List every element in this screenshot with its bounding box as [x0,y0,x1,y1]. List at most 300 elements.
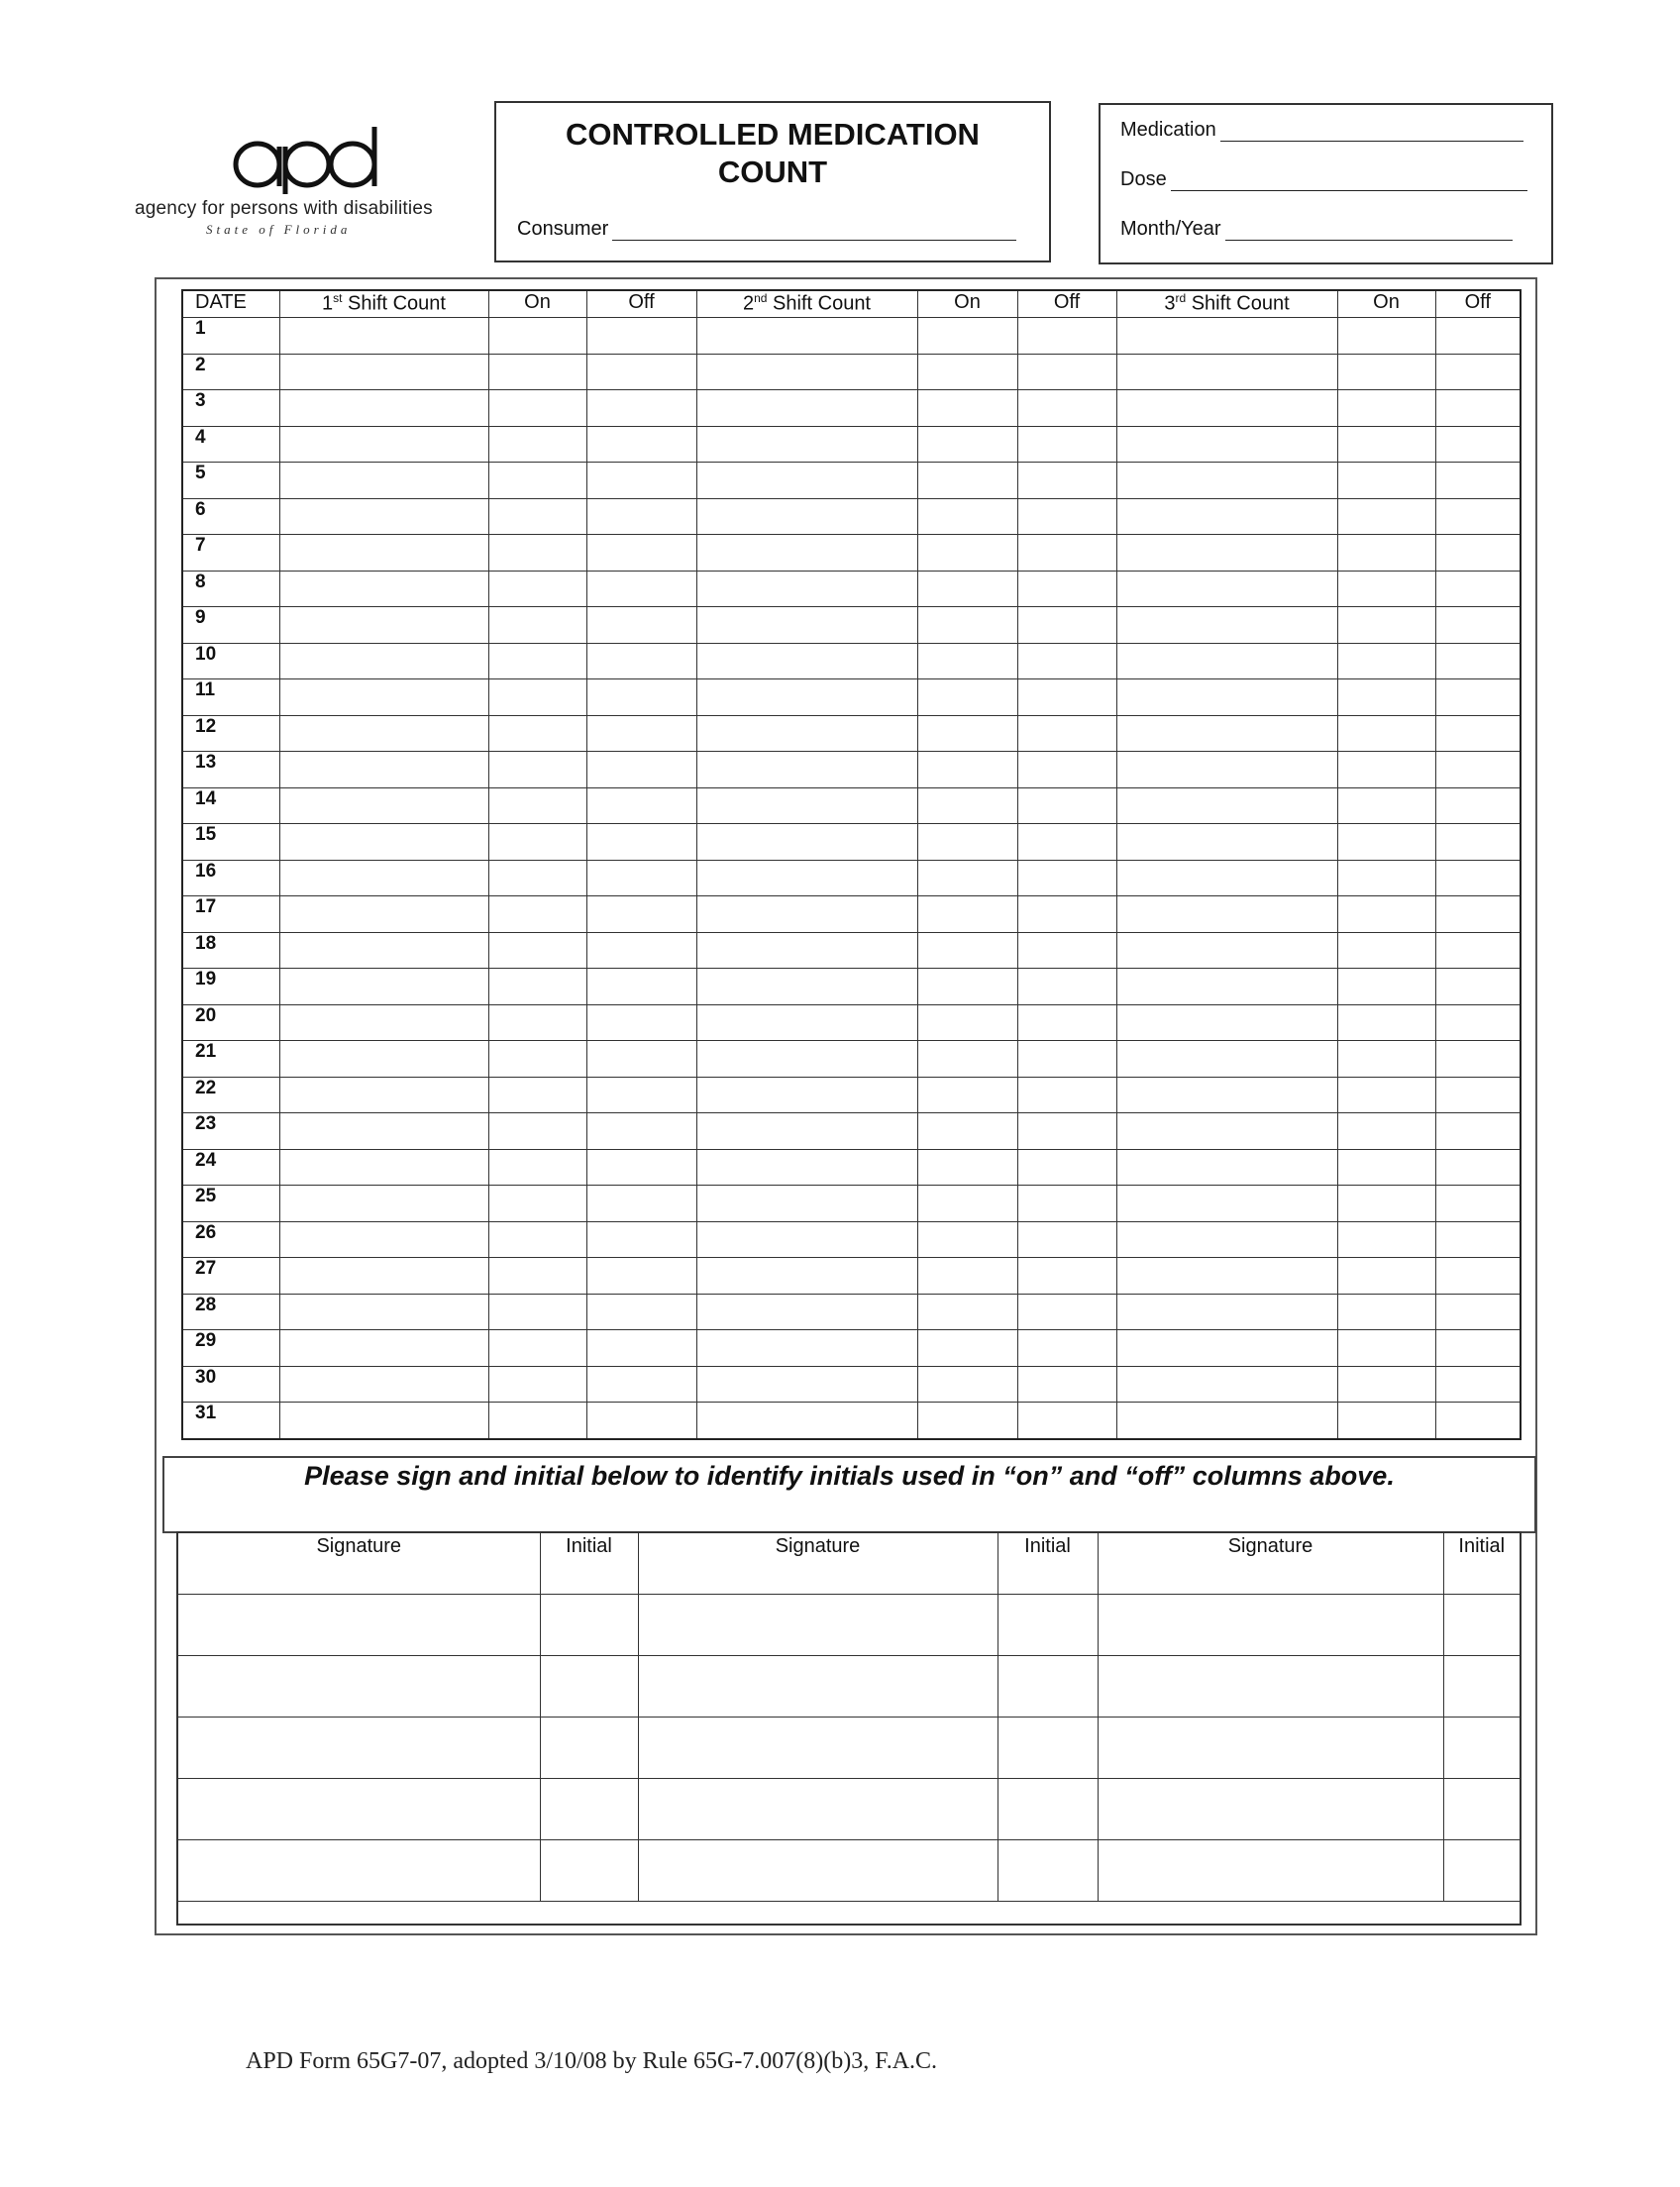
shift-1-count-cell[interactable] [279,390,488,427]
shift-1-on-cell[interactable] [488,1004,586,1041]
shift-3-off-cell[interactable] [1435,1294,1521,1330]
signature-cell[interactable] [638,1840,998,1902]
shift-1-on-cell[interactable] [488,752,586,788]
shift-1-off-cell[interactable] [586,390,696,427]
shift-3-on-cell[interactable] [1337,607,1435,644]
shift-2-count-cell[interactable] [696,1149,917,1186]
shift-2-count-cell[interactable] [696,1004,917,1041]
shift-2-count-cell[interactable] [696,1221,917,1258]
shift-3-count-cell[interactable] [1116,787,1337,824]
shift-2-off-cell[interactable] [1017,1113,1116,1150]
shift-3-off-cell[interactable] [1435,1113,1521,1150]
shift-3-count-cell[interactable] [1116,1004,1337,1041]
shift-1-on-cell[interactable] [488,571,586,607]
shift-3-off-cell[interactable] [1435,1041,1521,1078]
signature-cell[interactable] [177,1595,540,1656]
shift-2-off-cell[interactable] [1017,390,1116,427]
shift-1-off-cell[interactable] [586,1149,696,1186]
initial-cell[interactable] [998,1840,1098,1902]
shift-2-on-cell[interactable] [917,318,1017,355]
shift-2-on-cell[interactable] [917,426,1017,463]
shift-3-off-cell[interactable] [1435,1149,1521,1186]
shift-3-count-cell[interactable] [1116,932,1337,969]
shift-2-count-cell[interactable] [696,752,917,788]
shift-3-on-cell[interactable] [1337,1113,1435,1150]
shift-3-on-cell[interactable] [1337,390,1435,427]
signature-cell[interactable] [177,1840,540,1902]
shift-3-on-cell[interactable] [1337,932,1435,969]
shift-2-count-cell[interactable] [696,824,917,861]
shift-1-count-cell[interactable] [279,498,488,535]
shift-2-count-cell[interactable] [696,1258,917,1295]
shift-2-off-cell[interactable] [1017,896,1116,933]
shift-1-count-cell[interactable] [279,571,488,607]
shift-3-count-cell[interactable] [1116,1330,1337,1367]
shift-3-off-cell[interactable] [1435,354,1521,390]
signature-cell[interactable] [1098,1779,1443,1840]
shift-3-on-cell[interactable] [1337,498,1435,535]
shift-1-on-cell[interactable] [488,1366,586,1403]
initial-cell[interactable] [1443,1779,1521,1840]
shift-1-off-cell[interactable] [586,1294,696,1330]
shift-1-off-cell[interactable] [586,426,696,463]
shift-3-count-cell[interactable] [1116,390,1337,427]
shift-2-count-cell[interactable] [696,643,917,679]
shift-2-on-cell[interactable] [917,1077,1017,1113]
shift-2-count-cell[interactable] [696,1403,917,1439]
shift-3-on-cell[interactable] [1337,679,1435,716]
shift-2-off-cell[interactable] [1017,715,1116,752]
shift-1-count-cell[interactable] [279,354,488,390]
shift-2-count-cell[interactable] [696,1330,917,1367]
shift-3-on-cell[interactable] [1337,787,1435,824]
shift-1-off-cell[interactable] [586,824,696,861]
shift-1-off-cell[interactable] [586,535,696,572]
shift-2-off-cell[interactable] [1017,679,1116,716]
shift-2-on-cell[interactable] [917,1221,1017,1258]
shift-2-count-cell[interactable] [696,354,917,390]
shift-1-off-cell[interactable] [586,715,696,752]
shift-3-on-cell[interactable] [1337,1258,1435,1295]
shift-2-off-cell[interactable] [1017,824,1116,861]
shift-3-count-cell[interactable] [1116,715,1337,752]
shift-3-off-cell[interactable] [1435,679,1521,716]
shift-2-count-cell[interactable] [696,535,917,572]
initial-cell[interactable] [1443,1902,1521,1926]
shift-2-count-cell[interactable] [696,715,917,752]
shift-3-off-cell[interactable] [1435,463,1521,499]
shift-1-off-cell[interactable] [586,1041,696,1078]
shift-2-off-cell[interactable] [1017,1366,1116,1403]
initial-cell[interactable] [998,1595,1098,1656]
shift-3-on-cell[interactable] [1337,535,1435,572]
month-year-input-line[interactable] [1225,220,1513,241]
shift-1-count-cell[interactable] [279,860,488,896]
initial-cell[interactable] [998,1779,1098,1840]
shift-3-off-cell[interactable] [1435,969,1521,1005]
shift-1-on-cell[interactable] [488,860,586,896]
shift-2-off-cell[interactable] [1017,354,1116,390]
medication-input-line[interactable] [1220,121,1523,142]
initial-cell[interactable] [540,1840,638,1902]
shift-1-count-cell[interactable] [279,1113,488,1150]
shift-1-off-cell[interactable] [586,1403,696,1439]
shift-3-count-cell[interactable] [1116,535,1337,572]
shift-2-off-cell[interactable] [1017,607,1116,644]
shift-3-on-cell[interactable] [1337,1366,1435,1403]
shift-3-off-cell[interactable] [1435,860,1521,896]
shift-2-count-cell[interactable] [696,932,917,969]
shift-3-count-cell[interactable] [1116,643,1337,679]
shift-2-on-cell[interactable] [917,860,1017,896]
shift-1-count-cell[interactable] [279,1149,488,1186]
signature-cell[interactable] [1098,1718,1443,1779]
shift-3-off-cell[interactable] [1435,571,1521,607]
shift-1-count-cell[interactable] [279,535,488,572]
shift-3-on-cell[interactable] [1337,426,1435,463]
shift-2-off-cell[interactable] [1017,787,1116,824]
signature-cell[interactable] [638,1779,998,1840]
signature-cell[interactable] [638,1595,998,1656]
shift-1-off-cell[interactable] [586,498,696,535]
shift-3-on-cell[interactable] [1337,860,1435,896]
shift-2-off-cell[interactable] [1017,643,1116,679]
shift-2-on-cell[interactable] [917,787,1017,824]
shift-1-count-cell[interactable] [279,318,488,355]
shift-3-off-cell[interactable] [1435,1004,1521,1041]
shift-1-on-cell[interactable] [488,1403,586,1439]
shift-3-count-cell[interactable] [1116,1403,1337,1439]
shift-1-off-cell[interactable] [586,643,696,679]
shift-1-on-cell[interactable] [488,1041,586,1078]
shift-1-count-cell[interactable] [279,1186,488,1222]
shift-1-on-cell[interactable] [488,1186,586,1222]
shift-1-on-cell[interactable] [488,715,586,752]
initial-cell[interactable] [540,1656,638,1718]
shift-3-off-cell[interactable] [1435,752,1521,788]
shift-2-off-cell[interactable] [1017,1221,1116,1258]
shift-3-off-cell[interactable] [1435,1221,1521,1258]
shift-2-count-cell[interactable] [696,390,917,427]
shift-1-count-cell[interactable] [279,969,488,1005]
shift-3-count-cell[interactable] [1116,1041,1337,1078]
shift-2-count-cell[interactable] [696,1186,917,1222]
shift-3-off-cell[interactable] [1435,607,1521,644]
shift-3-off-cell[interactable] [1435,1330,1521,1367]
initial-cell[interactable] [540,1779,638,1840]
signature-cell[interactable] [638,1718,998,1779]
shift-3-count-cell[interactable] [1116,1221,1337,1258]
shift-1-count-cell[interactable] [279,824,488,861]
shift-3-on-cell[interactable] [1337,354,1435,390]
shift-1-off-cell[interactable] [586,354,696,390]
shift-3-on-cell[interactable] [1337,463,1435,499]
shift-3-on-cell[interactable] [1337,1221,1435,1258]
shift-1-count-cell[interactable] [279,679,488,716]
shift-3-on-cell[interactable] [1337,1294,1435,1330]
shift-1-on-cell[interactable] [488,643,586,679]
signature-cell[interactable] [1098,1840,1443,1902]
shift-2-count-cell[interactable] [696,1366,917,1403]
shift-1-off-cell[interactable] [586,679,696,716]
shift-3-count-cell[interactable] [1116,1113,1337,1150]
shift-1-off-cell[interactable] [586,1113,696,1150]
shift-3-off-cell[interactable] [1435,1258,1521,1295]
shift-1-count-cell[interactable] [279,1221,488,1258]
shift-1-on-cell[interactable] [488,932,586,969]
shift-2-on-cell[interactable] [917,1294,1017,1330]
shift-2-on-cell[interactable] [917,571,1017,607]
initial-cell[interactable] [540,1595,638,1656]
shift-1-off-cell[interactable] [586,1004,696,1041]
shift-3-count-cell[interactable] [1116,752,1337,788]
shift-1-off-cell[interactable] [586,752,696,788]
shift-3-on-cell[interactable] [1337,896,1435,933]
shift-3-off-cell[interactable] [1435,932,1521,969]
shift-1-off-cell[interactable] [586,1186,696,1222]
shift-2-on-cell[interactable] [917,1186,1017,1222]
shift-3-off-cell[interactable] [1435,1366,1521,1403]
shift-1-count-cell[interactable] [279,932,488,969]
shift-1-on-cell[interactable] [488,896,586,933]
shift-1-off-cell[interactable] [586,969,696,1005]
shift-2-count-cell[interactable] [696,1113,917,1150]
shift-3-count-cell[interactable] [1116,860,1337,896]
shift-3-on-cell[interactable] [1337,318,1435,355]
shift-1-on-cell[interactable] [488,498,586,535]
shift-2-on-cell[interactable] [917,932,1017,969]
shift-1-on-cell[interactable] [488,354,586,390]
initial-cell[interactable] [1443,1595,1521,1656]
shift-3-off-cell[interactable] [1435,498,1521,535]
shift-2-off-cell[interactable] [1017,1403,1116,1439]
initial-cell[interactable] [540,1718,638,1779]
shift-2-off-cell[interactable] [1017,1330,1116,1367]
shift-2-count-cell[interactable] [696,426,917,463]
shift-2-on-cell[interactable] [917,1258,1017,1295]
shift-3-count-cell[interactable] [1116,1258,1337,1295]
shift-2-off-cell[interactable] [1017,969,1116,1005]
signature-cell[interactable] [1098,1595,1443,1656]
shift-2-on-cell[interactable] [917,1330,1017,1367]
shift-2-count-cell[interactable] [696,607,917,644]
shift-3-count-cell[interactable] [1116,679,1337,716]
shift-2-off-cell[interactable] [1017,1294,1116,1330]
shift-3-on-cell[interactable] [1337,1041,1435,1078]
shift-1-on-cell[interactable] [488,318,586,355]
shift-2-on-cell[interactable] [917,752,1017,788]
shift-3-off-cell[interactable] [1435,896,1521,933]
shift-3-on-cell[interactable] [1337,1149,1435,1186]
shift-1-on-cell[interactable] [488,1077,586,1113]
consumer-input-line[interactable] [612,220,1016,241]
shift-2-on-cell[interactable] [917,896,1017,933]
shift-3-on-cell[interactable] [1337,1004,1435,1041]
shift-3-off-cell[interactable] [1435,787,1521,824]
shift-3-off-cell[interactable] [1435,318,1521,355]
shift-2-count-cell[interactable] [696,463,917,499]
shift-1-count-cell[interactable] [279,1294,488,1330]
shift-3-on-cell[interactable] [1337,1077,1435,1113]
shift-3-on-cell[interactable] [1337,1330,1435,1367]
shift-1-on-cell[interactable] [488,1149,586,1186]
shift-2-off-cell[interactable] [1017,752,1116,788]
signature-cell[interactable] [177,1779,540,1840]
shift-3-off-cell[interactable] [1435,1077,1521,1113]
shift-3-count-cell[interactable] [1116,463,1337,499]
shift-1-count-cell[interactable] [279,1258,488,1295]
initial-cell[interactable] [1443,1718,1521,1779]
shift-2-on-cell[interactable] [917,1041,1017,1078]
shift-1-on-cell[interactable] [488,1258,586,1295]
signature-cell[interactable] [1098,1902,1443,1926]
shift-2-off-cell[interactable] [1017,535,1116,572]
dose-input-line[interactable] [1171,170,1527,191]
shift-2-off-cell[interactable] [1017,571,1116,607]
shift-2-count-cell[interactable] [696,896,917,933]
initial-cell[interactable] [540,1902,638,1926]
shift-2-on-cell[interactable] [917,1403,1017,1439]
shift-3-count-cell[interactable] [1116,318,1337,355]
shift-2-count-cell[interactable] [696,787,917,824]
shift-1-on-cell[interactable] [488,390,586,427]
shift-1-on-cell[interactable] [488,1221,586,1258]
shift-3-count-cell[interactable] [1116,969,1337,1005]
shift-3-count-cell[interactable] [1116,426,1337,463]
shift-3-on-cell[interactable] [1337,969,1435,1005]
shift-1-on-cell[interactable] [488,969,586,1005]
initial-cell[interactable] [998,1718,1098,1779]
shift-1-on-cell[interactable] [488,535,586,572]
initial-cell[interactable] [1443,1840,1521,1902]
shift-3-count-cell[interactable] [1116,1149,1337,1186]
shift-3-count-cell[interactable] [1116,1077,1337,1113]
shift-3-on-cell[interactable] [1337,824,1435,861]
shift-2-on-cell[interactable] [917,969,1017,1005]
shift-1-off-cell[interactable] [586,860,696,896]
shift-2-off-cell[interactable] [1017,1258,1116,1295]
shift-1-count-cell[interactable] [279,463,488,499]
shift-2-count-cell[interactable] [696,1041,917,1078]
shift-2-off-cell[interactable] [1017,860,1116,896]
shift-1-off-cell[interactable] [586,896,696,933]
shift-2-on-cell[interactable] [917,1149,1017,1186]
shift-1-off-cell[interactable] [586,1077,696,1113]
shift-1-count-cell[interactable] [279,787,488,824]
shift-2-off-cell[interactable] [1017,318,1116,355]
shift-2-count-cell[interactable] [696,318,917,355]
signature-cell[interactable] [177,1718,540,1779]
shift-1-count-cell[interactable] [279,1004,488,1041]
shift-1-on-cell[interactable] [488,607,586,644]
shift-1-off-cell[interactable] [586,787,696,824]
signature-cell[interactable] [638,1902,998,1926]
shift-3-count-cell[interactable] [1116,1294,1337,1330]
signature-cell[interactable] [177,1656,540,1718]
shift-2-on-cell[interactable] [917,1113,1017,1150]
shift-2-on-cell[interactable] [917,715,1017,752]
shift-2-count-cell[interactable] [696,1294,917,1330]
shift-1-count-cell[interactable] [279,752,488,788]
shift-2-on-cell[interactable] [917,679,1017,716]
shift-1-on-cell[interactable] [488,679,586,716]
shift-2-count-cell[interactable] [696,1077,917,1113]
shift-3-count-cell[interactable] [1116,1186,1337,1222]
shift-1-on-cell[interactable] [488,1330,586,1367]
shift-1-count-cell[interactable] [279,715,488,752]
shift-1-on-cell[interactable] [488,824,586,861]
shift-2-on-cell[interactable] [917,1004,1017,1041]
signature-cell[interactable] [177,1902,540,1926]
shift-3-off-cell[interactable] [1435,824,1521,861]
shift-1-count-cell[interactable] [279,1077,488,1113]
shift-3-on-cell[interactable] [1337,715,1435,752]
shift-2-on-cell[interactable] [917,1366,1017,1403]
shift-3-count-cell[interactable] [1116,1366,1337,1403]
shift-2-off-cell[interactable] [1017,932,1116,969]
shift-1-count-cell[interactable] [279,1366,488,1403]
shift-2-on-cell[interactable] [917,643,1017,679]
shift-1-count-cell[interactable] [279,896,488,933]
shift-1-off-cell[interactable] [586,1258,696,1295]
shift-1-on-cell[interactable] [488,1294,586,1330]
shift-2-off-cell[interactable] [1017,1077,1116,1113]
shift-1-on-cell[interactable] [488,1113,586,1150]
shift-3-on-cell[interactable] [1337,1403,1435,1439]
shift-2-on-cell[interactable] [917,824,1017,861]
shift-2-on-cell[interactable] [917,390,1017,427]
shift-2-on-cell[interactable] [917,535,1017,572]
shift-1-count-cell[interactable] [279,1041,488,1078]
shift-3-count-cell[interactable] [1116,824,1337,861]
shift-2-off-cell[interactable] [1017,498,1116,535]
shift-2-off-cell[interactable] [1017,463,1116,499]
shift-2-off-cell[interactable] [1017,1149,1116,1186]
initial-cell[interactable] [998,1656,1098,1718]
shift-3-on-cell[interactable] [1337,571,1435,607]
shift-3-off-cell[interactable] [1435,1186,1521,1222]
shift-2-count-cell[interactable] [696,969,917,1005]
initial-cell[interactable] [1443,1656,1521,1718]
signature-cell[interactable] [638,1656,998,1718]
shift-3-count-cell[interactable] [1116,607,1337,644]
shift-3-count-cell[interactable] [1116,896,1337,933]
signature-cell[interactable] [1098,1656,1443,1718]
shift-3-off-cell[interactable] [1435,1403,1521,1439]
shift-1-on-cell[interactable] [488,463,586,499]
shift-2-on-cell[interactable] [917,607,1017,644]
shift-1-on-cell[interactable] [488,426,586,463]
shift-1-off-cell[interactable] [586,318,696,355]
shift-3-off-cell[interactable] [1435,390,1521,427]
shift-1-off-cell[interactable] [586,1221,696,1258]
shift-1-count-cell[interactable] [279,1330,488,1367]
shift-2-off-cell[interactable] [1017,1004,1116,1041]
shift-1-off-cell[interactable] [586,1366,696,1403]
shift-1-off-cell[interactable] [586,607,696,644]
shift-1-off-cell[interactable] [586,463,696,499]
shift-1-count-cell[interactable] [279,426,488,463]
shift-2-on-cell[interactable] [917,354,1017,390]
shift-2-off-cell[interactable] [1017,1186,1116,1222]
shift-2-on-cell[interactable] [917,463,1017,499]
initial-cell[interactable] [998,1902,1098,1926]
shift-2-off-cell[interactable] [1017,426,1116,463]
shift-1-on-cell[interactable] [488,787,586,824]
shift-2-count-cell[interactable] [696,679,917,716]
shift-1-count-cell[interactable] [279,643,488,679]
shift-3-on-cell[interactable] [1337,643,1435,679]
